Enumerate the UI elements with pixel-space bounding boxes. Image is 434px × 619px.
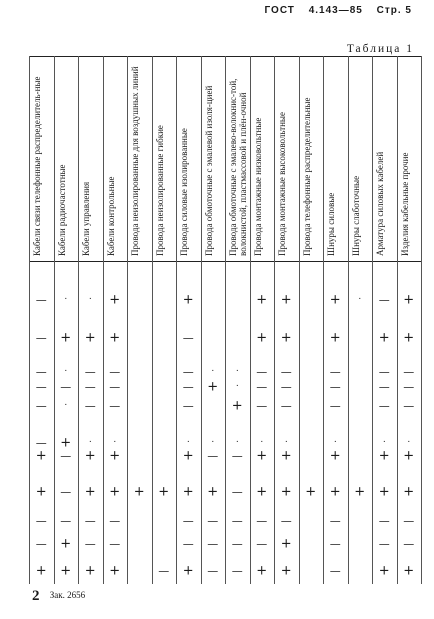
table-cell-mark: + [256,448,268,464]
column-header [79,58,102,258]
column-header [251,58,274,258]
table-cell-mark: · [64,366,68,377]
table-label: Таблица 1 [346,43,414,55]
column-header [153,58,176,258]
table-cell-mark: + [84,484,96,500]
table-cell-mark: — [60,380,72,394]
table-cell-mark: + [329,292,341,308]
table-cell-mark: + [60,563,72,579]
table-cell-mark: + [231,398,243,414]
table-cell-mark: + [256,292,268,308]
table-cell-mark: — [84,514,96,528]
table-cell-mark: + [182,292,194,308]
table-cell-mark: + [109,563,121,579]
table-cell-mark: + [133,484,145,500]
table-cell-mark: + [256,484,268,500]
table-cell-mark: + [207,484,219,500]
page-footer [32,588,85,605]
table-cell-mark: — [109,537,121,551]
table-cell-mark: · [235,381,239,392]
table-cell-mark: — [84,537,96,551]
table-cell-mark: — [378,380,390,394]
column-header-text: Провода неизолированные гибкие [154,125,165,256]
table-cell-mark: + [207,379,219,395]
table-cell-mark: — [329,380,341,394]
table-cell-mark: — [231,449,243,463]
column-header-text: Провода телефонные распределительные [301,97,312,256]
column-header [398,58,421,258]
table-cell-mark: + [280,330,292,346]
table-cell-mark: + [329,330,341,346]
table-cell-mark: — [231,514,243,528]
table-cell-mark: + [256,330,268,346]
table-cell-mark: + [280,448,292,464]
table-cell-mark: — [256,365,268,379]
table-cell-mark: — [329,365,341,379]
table-cell-mark: — [109,514,121,528]
table-cell-mark: + [182,563,194,579]
table-cell-mark: + [109,292,121,308]
table-cell-mark: + [403,330,415,346]
table-cell-mark: — [182,365,194,379]
table-cell-mark: — [60,485,72,499]
table-cell-mark: — [109,399,121,413]
table-cell-mark: — [256,399,268,413]
table-cell-mark: — [84,365,96,379]
column-header-text: Кабели контрольные [105,176,116,256]
table-cell-mark: — [403,365,415,379]
table-cell-mark: + [378,563,390,579]
table-cell-mark: + [182,484,194,500]
table-cell-mark: — [256,514,268,528]
table-cell-mark: — [378,293,390,307]
table-cell-mark: — [207,449,219,463]
table-cell-mark: — [182,537,194,551]
table-cell-mark: · [407,437,411,448]
table-cell-mark: + [378,448,390,464]
table-cell-mark: — [329,564,341,578]
standard-label: ГОСТ [264,5,295,16]
standard-number: 4.143—85 [308,5,363,16]
table-cell-mark: + [403,292,415,308]
table-cell-mark: · [284,437,288,448]
table-cell-mark: + [403,448,415,464]
page-label: Стр. 5 [376,5,412,16]
table-cell-mark: + [182,448,194,464]
table-cell-mark: + [84,563,96,579]
table-cell-mark: — [35,365,47,379]
table-cell-mark: · [64,294,68,305]
table-cell-mark: — [60,449,72,463]
table-cell-mark: + [354,484,366,500]
table-cell-mark: — [182,380,194,394]
table-cell-mark: — [403,537,415,551]
table-cell-mark: — [182,399,194,413]
table-cell-mark: — [84,380,96,394]
table-cell-mark: — [231,564,243,578]
table-cell-mark: · [382,437,386,448]
table-cell-mark: · [333,437,337,448]
table-cell-mark: + [84,448,96,464]
table-cell-mark: + [305,484,317,500]
table-cell-mark: — [35,293,47,307]
table-cell-mark: — [35,380,47,394]
table-cell-mark: + [109,330,121,346]
column-header-text: Провода неизолированные для воздушных линий [130,66,140,256]
table-cell-mark: — [158,564,170,578]
table-cell-mark: — [109,365,121,379]
table-cell-mark: + [329,448,341,464]
column-header-text: Кабели радиочастотные [56,164,67,256]
table-cell-mark: + [403,563,415,579]
column-header [275,58,298,258]
table-cell-mark: — [35,436,47,450]
column-header-text: Провода обмоточные с эмалевой изоля-цией [203,85,214,256]
table-cell-mark: + [403,484,415,500]
column-header [202,58,225,258]
column-header-text: Кабели управления [81,181,91,256]
table-cell-mark: — [378,365,390,379]
table-cell-mark: + [158,484,170,500]
table-cell-mark: — [329,514,341,528]
table-cell-mark: — [182,331,194,345]
table-cell-mark: — [403,380,415,394]
column-header [324,58,347,258]
table-cell-mark: — [378,537,390,551]
table-cell-mark: + [84,330,96,346]
table-cell-mark: — [280,365,292,379]
page-number: 2 [32,588,40,604]
table-cell-mark: + [329,484,341,500]
column-header [226,58,249,258]
table-cell-mark: — [256,537,268,551]
table-cell-mark: — [182,514,194,528]
table-cell-mark: · [235,437,239,448]
column-header [55,58,78,258]
table-cell-mark: — [378,514,390,528]
table-cell-mark: — [231,537,243,551]
table-cell-mark: — [280,380,292,394]
column-header-text: Кабели связи телефонные распределитель-ные [32,76,42,256]
table-cell-mark: — [35,537,47,551]
table-cell-mark: · [113,437,117,448]
table-cell-mark: — [109,380,121,394]
table-cell-mark: — [403,399,415,413]
table-cell-mark: + [280,563,292,579]
column-header [300,58,323,258]
table-cell-mark: · [211,437,215,448]
table-cell-mark: + [280,484,292,500]
table-cell-mark: — [256,380,268,394]
table-cell-mark: — [378,399,390,413]
table-cell-mark: + [280,536,292,552]
table-cell-mark: — [60,514,72,528]
table-cell-mark: — [329,399,341,413]
table-cell-mark: · [260,437,264,448]
table-cell-mark: · [235,366,239,377]
column-header [349,58,372,258]
column-header [104,58,127,258]
table-cell-mark: + [109,448,121,464]
column-header-text: Провода силовые изолированные [179,128,189,256]
table-cell-mark: — [35,331,47,345]
column-header-text: Провода монтажные высоковольтные [277,112,287,256]
column-header [30,58,53,258]
table-cell-mark: + [60,435,72,451]
table-cell-mark: — [329,537,341,551]
column-header-text: Арматура силовых кабелей [375,151,385,256]
table-cell-mark: + [256,563,268,579]
column-header-text: Шнуры слаботочные [350,175,361,256]
table-cell-mark: + [280,292,292,308]
column-header [373,58,396,258]
table-cell-mark: — [231,485,243,499]
page-header [255,5,412,16]
table-cell-mark: — [403,514,415,528]
table-cell-mark: · [64,400,68,411]
table-cell-mark: + [35,448,47,464]
column-header-text: Провода обмоточные с эмалево-волокнис-той, волокнистой, пластмассовой и плён-очной [228,78,248,256]
column-header-text: Изделия кабельные прочие [399,152,410,256]
table-cell-mark: + [60,536,72,552]
table-cell-mark: · [186,437,190,448]
column-header [177,58,200,258]
column-divider [421,56,422,584]
table-cell-mark: — [207,514,219,528]
table-cell-mark: · [358,294,362,305]
table-cell-mark: — [35,514,47,528]
table-cell-mark: + [35,484,47,500]
column-header-text: Провода монтажные низковольтные [252,117,263,256]
table-cell-mark: + [60,330,72,346]
table-cell-mark: — [207,537,219,551]
column-header [128,58,151,258]
table-cell-mark: + [378,330,390,346]
table-cell-mark: — [207,564,219,578]
order-note: Зак. 2656 [49,590,86,600]
table-cell-mark: · [88,294,92,305]
table-cell-mark: · [211,366,215,377]
column-header-text: Шнуры силовые [326,192,336,256]
table-cell-mark: — [35,399,47,413]
table-cell-mark: — [280,514,292,528]
table-cell-mark: — [280,399,292,413]
table-cell-mark: + [109,484,121,500]
table-cell-mark: + [378,484,390,500]
table-cell-mark: — [84,399,96,413]
table-cell-mark: + [35,563,47,579]
table-cell-mark: · [88,437,92,448]
